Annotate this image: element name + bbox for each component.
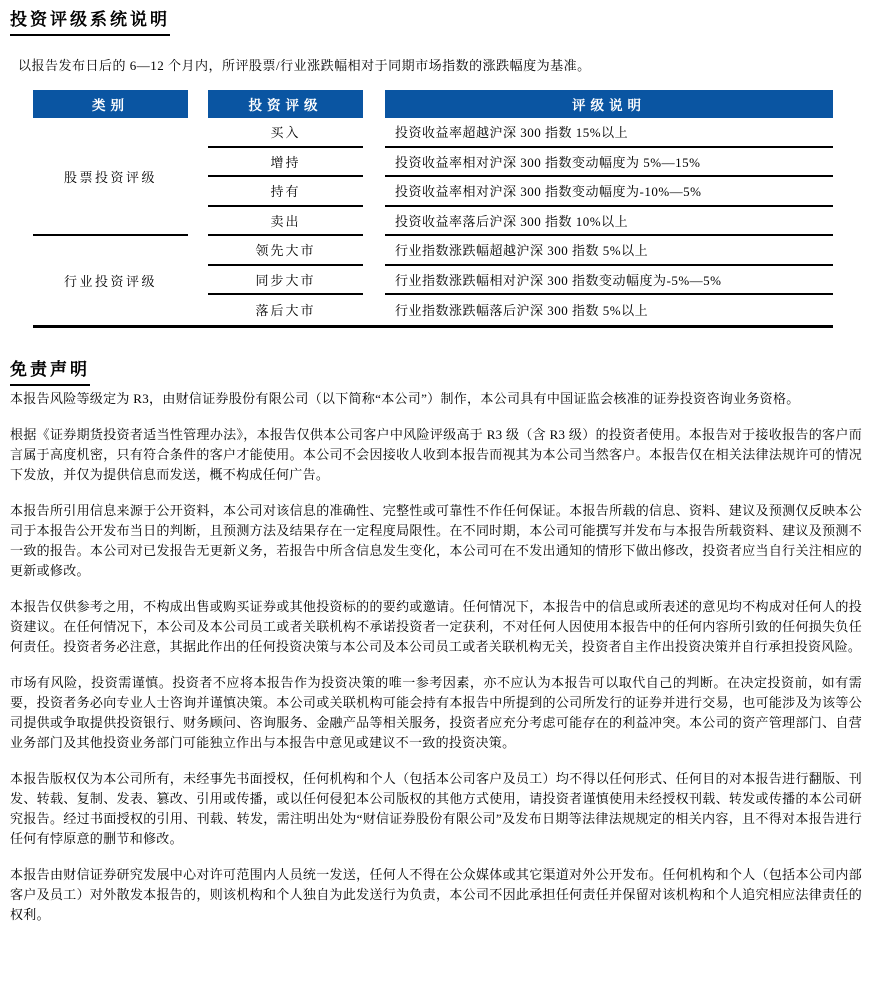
rating-table-header-rating: 投资评级 [208,90,363,118]
description-cell-inline: 行业指数涨跌幅相对沪深 300 指数变动幅度为-5%—5% [385,266,833,296]
rating-cell-buy: 买入 [208,118,363,148]
description-cell-buy: 投资收益率超越沪深 300 指数 15%以上 [385,118,833,148]
rating-table-header-category: 类别 [33,90,188,118]
description-cell-sell: 投资收益率落后沪深 300 指数 10%以上 [385,207,833,237]
rating-cell-overweight: 增持 [208,148,363,178]
description-cell-hold: 投资收益率相对沪深 300 指数变动幅度为-10%—5% [385,177,833,207]
disclaimer-paragraph-7: 本报告由财信证券研究发展中心对许可范围内人员统一发送，任何人不得在公众媒体或其它渠道对外公开发布。任何机构和个人（包括本公司内部客户及员工）对外散发本报告的，则该机构和个人独自为此发送行为负责，本公司不因此承担任何责任并保留对该机构和个人追究相应法律责任的权利。 [10,866,862,922]
description-cell-overweight: 投资收益率相对沪深 300 指数变动幅度为 5%—15% [385,148,833,178]
rating-section-header [10,8,862,36]
rating-cell-inline: 同步大市 [208,266,363,296]
disclaimer-paragraph-6: 本报告版权仅为本公司所有，未经事先书面授权，任何机构和个人（包括本公司客户及员工）均不得以任何形式、任何目的对本报告进行翻版、刊发、转载、复制、发表、篡改、引用或传播，或以任何侵犯本公司版权的其他方式使用，请投资者谨慎使用未经授权刊载、转发或传播的本公司研究报告。经过书面授权的引用、刊载、转发，需注明出处为“财信证券股份有限公司”及发布日期等法律法规规定的相关内容，且不得对本报告进行任何有悖原意的删节和修改。 [10,770,862,846]
rating-table-header-description: 评级说明 [385,90,833,118]
category-cell-stock: 股票投资评级 [33,118,188,236]
rating-cell-outperform: 领先大市 [208,236,363,266]
description-cell-underperform: 行业指数涨跌幅落后沪深 300 指数 5%以上 [395,303,649,319]
disclaimer-paragraph-4: 本报告仅供参考之用，不构成出售或购买证券或其他投资标的的要约或邀请。任何情况下，本报告中的信息或所表述的意见均不构成对任何人的投资建议。在任何情况下，本公司及本公司员工或者关联机构不承诺投资者一定获利，不对任何人因使用本报告中的任何内容所引致的任何损失负任何责任。投资者务必注意，其据此作出的任何投资决策与本公司及本公司员工或者关联机构无关，投资者自主作出投资决策并自行承担投资风险。 [10,598,862,654]
disclaimer-title: 免责声明 [10,358,90,386]
rating-table [33,90,833,328]
rating-cell-underperform: 落后大市 [255,303,316,319]
rating-cell-sell: 卖出 [208,207,363,237]
rating-basis-note: 以报告发布日后的 6—12 个月内，所评股票/行业涨跌幅相对于同期市场指数的涨跌幅度为基准。 [18,58,591,73]
rating-section-title: 投资评级系统说明 [10,8,170,36]
disclaimer-paragraph-2: 根据《证券期货投资者适当性管理办法》，本报告仅供本公司客户中风险评级高于 R3 级（含 R3 级）的投资者使用。本报告对于接收报告的客户而言属于高度机密，只有符合条件的客户才能使用。本公司不会因接收人收到本报告而视其为本公司当然客户。本报告仅在相关法律法规许可的情况下发放，并仅为提供信息而发送，概不构成任何广告。 [10,426,862,482]
category-cell-industry: 行业投资评级 [63,273,157,289]
description-cell-outperform: 行业指数涨跌幅超越沪深 300 指数 5%以上 [385,236,833,266]
disclaimer-paragraph-5: 市场有风险，投资需谨慎。投资者不应将本报告作为投资决策的唯一参考因素，亦不应认为本报告可以取代自己的判断。在决定投资前，如有需要，投资者务必向专业人士咨询并谨慎决策。本公司或关联机构可能会持有本报告中所提到的公司所发行的证券并进行交易，也可能涉及为该等公司提供或争取提供投资银行、财务顾问、咨询服务、金融产品等相关服务，投资者应充分考虑可能存在的利益冲突。本公司的资产管理部门、自营业务部门及其他投资业务部门可能独立作出与本报告中意见或建议不一致的投资决策。 [10,674,862,750]
disclaimer-paragraph-3: 本报告所引用信息来源于公开资料，本公司对该信息的准确性、完整性或可靠性不作任何保证。本报告所载的信息、资料、建议及预测仅反映本公司于本报告公开发布当日的判断，且预测方法及结果存在一定程度局限性。在不同时期，本公司可能撰写并发布与本报告所载资料、建议及预测不一致的报告。本公司对已发报告无更新义务，若报告中所含信息发生变化，本公司可在不发出通知的情形下做出修改，投资者应当自行关注相应的更新或修改。 [10,502,862,578]
disclaimer-paragraph-1: 本报告风险等级定为 R3，由财信证券股份有限公司（以下简称“本公司”）制作，本公司具有中国证监会核准的证券投资咨询业务资格。 [10,390,800,406]
rating-cell-hold: 持有 [208,177,363,207]
disclaimer-section-header [10,358,862,386]
